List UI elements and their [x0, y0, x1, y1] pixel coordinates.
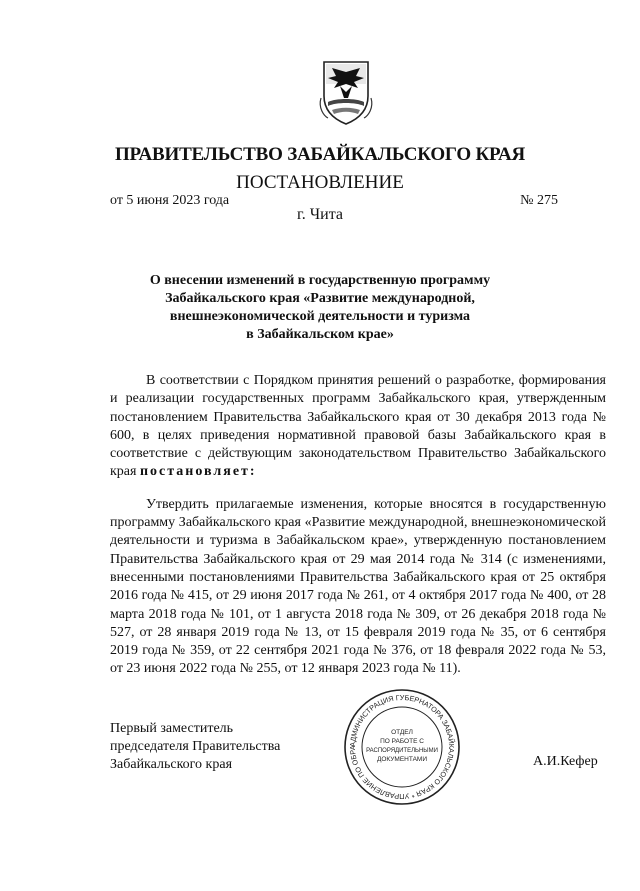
subject-line: в Забайкальском крае»	[246, 327, 394, 342]
subject-line: внешнеэкономической деятельности и туризма	[169, 309, 471, 324]
signatory-position	[110, 720, 280, 774]
position-line: Забайкальского края	[110, 757, 233, 772]
document-subject	[130, 272, 510, 344]
position-line: Первый заместитель	[110, 721, 234, 736]
document-type: ПОСТАНОВЛЕНИЕ	[236, 172, 404, 193]
paragraph-text: В соответствии с Порядком принятия решений о разработке, формирования и реализации государственных программ Забайкальского края, утвержденным постановлением Правительства Забайкальского края от 30 декабря 2013 года № 600, в целях приведения нормативной правовой базы Забайкальского края в соответствие с действующим законодательством Правительство Забайкальского края	[110, 373, 606, 480]
body-paragraph	[110, 496, 606, 679]
stamp-ring-text: АДМИНИСТРАЦИЯ ГУБЕРНАТОРА ЗАБАЙКАЛЬСКОГО КРАЯ * УПРАВЛЕНИЕ ПО ОБРА	[347, 692, 457, 802]
document-number: № 275	[520, 193, 558, 208]
subject-line: Забайкальского края «Развитие международной,	[165, 291, 475, 306]
document-city: г. Чита	[296, 206, 343, 223]
subject-line: О внесении изменений в государственную программу	[149, 273, 491, 288]
body-paragraph	[110, 372, 606, 482]
signatory-name: А.И.Кефер	[533, 754, 598, 769]
paragraph-text: Утвердить прилагаемые изменения, которые вносятся в государственную программу Забайкальского края «Развитие международной, внешнеэкономической деятельности и туризма в Забайкальском крае», утвержденную постановлением Правительства Забайкальского края от 29 мая 2014 года № 314 (с изменениями, внесенными постановлениями Правительства Забайкальского края от 25 октября 2016 года № 415, от 29 июня 2017 года № 261, от 4 октября 2017 года № 400, от 28 марта 2018 года № 101, от 1 августа 2018 года № 309, от 26 декабря 2018 года № 527, от 28 января 2019 года № 13, от 15 февраля 2019 года № 35, от 6 сентября 2019 года № 359, от 22 сентября 2021 года № 376, от 18 февраля 2022 года № 53, от 23 июня 2022 года № 255, от 12 января 2023 года № 11).	[110, 496, 606, 677]
stamp-center-line: ОТДЕЛ	[391, 729, 413, 736]
document-date: от 5 июня 2023 года	[110, 193, 230, 208]
official-stamp	[343, 688, 461, 806]
document-body	[110, 372, 606, 693]
stamp-center-line: ПО РАБОТЕ С	[380, 738, 424, 745]
government-title: ПРАВИТЕЛЬСТВО ЗАБАЙКАЛЬСКОГО КРАЯ	[114, 144, 526, 165]
stamp-center-line: РАСПОРЯДИТЕЛЬНЫМИ	[366, 748, 438, 754]
paragraph-emphasis: постановляет:	[139, 464, 257, 480]
stamp-center-line: ДОКУМЕНТАМИ	[376, 756, 428, 763]
position-line: председателя Правительства	[110, 739, 281, 754]
coat-of-arms-icon	[318, 58, 374, 128]
